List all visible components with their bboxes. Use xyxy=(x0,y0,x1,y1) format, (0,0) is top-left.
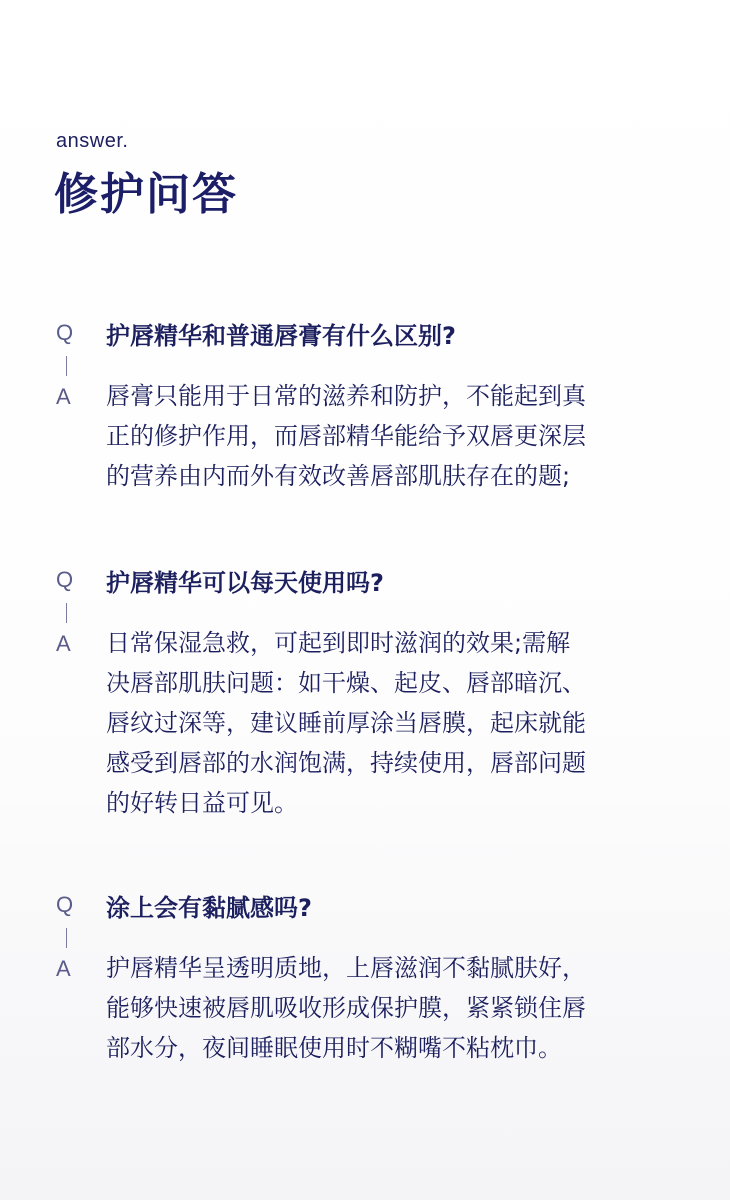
page-subtitle: answer. xyxy=(56,130,129,152)
qa-divider xyxy=(66,356,67,376)
answer-line: 日常保湿急救，可起到即时滋润的效果;需解 xyxy=(106,629,571,657)
answer-text xyxy=(106,376,666,496)
question-row xyxy=(56,890,676,926)
answer-row xyxy=(56,376,676,496)
answer-row xyxy=(56,948,676,1068)
question-text: 护唇精华和普通唇膏有什么区别? xyxy=(106,322,456,350)
a-label: A xyxy=(56,631,71,656)
answer-line: 的营养由内而外有效改善唇部肌肤存在的题; xyxy=(106,462,571,490)
q-label: Q xyxy=(56,892,74,917)
answer-line: 的好转日益可见。 xyxy=(106,789,298,817)
page-title: 修护问答 xyxy=(54,169,238,220)
qa-item-1 xyxy=(56,318,676,496)
question-row xyxy=(56,565,676,601)
qa-item-2 xyxy=(56,565,676,823)
q-label: Q xyxy=(56,567,74,592)
question-text: 涂上会有黏腻感吗? xyxy=(106,894,312,922)
answer-line: 决唇部肌肤问题：如干燥、起皮、唇部暗沉、 xyxy=(106,669,586,697)
answer-line: 唇纹过深等，建议睡前厚涂当唇膜，起床就能 xyxy=(106,709,586,737)
qa-divider xyxy=(66,928,67,948)
question-text: 护唇精华可以每天使用吗? xyxy=(106,569,384,597)
answer-text xyxy=(106,623,666,823)
a-label: A xyxy=(56,384,71,409)
answer-line: 感受到唇部的水润饱满，持续使用，唇部问题 xyxy=(106,749,586,777)
answer-line: 正的修护作用，而唇部精华能给予双唇更深层 xyxy=(106,422,586,450)
answer-line: 能够快速被唇肌吸收形成保护膜，紧紧锁住唇 xyxy=(106,994,586,1022)
qa-divider xyxy=(66,603,67,623)
answer-row xyxy=(56,623,676,823)
answer-line: 部水分，夜间睡眠使用时不糊嘴不粘枕巾。 xyxy=(106,1034,562,1062)
answer-text xyxy=(106,948,666,1068)
q-label: Q xyxy=(56,320,74,345)
a-label: A xyxy=(56,956,71,981)
answer-line: 护唇精华呈透明质地，上唇滋润不黏腻肤好， xyxy=(106,954,586,982)
qa-item-3 xyxy=(56,890,676,1068)
answer-line: 唇膏只能用于日常的滋养和防护，不能起到真 xyxy=(106,382,586,410)
question-row xyxy=(56,318,676,354)
